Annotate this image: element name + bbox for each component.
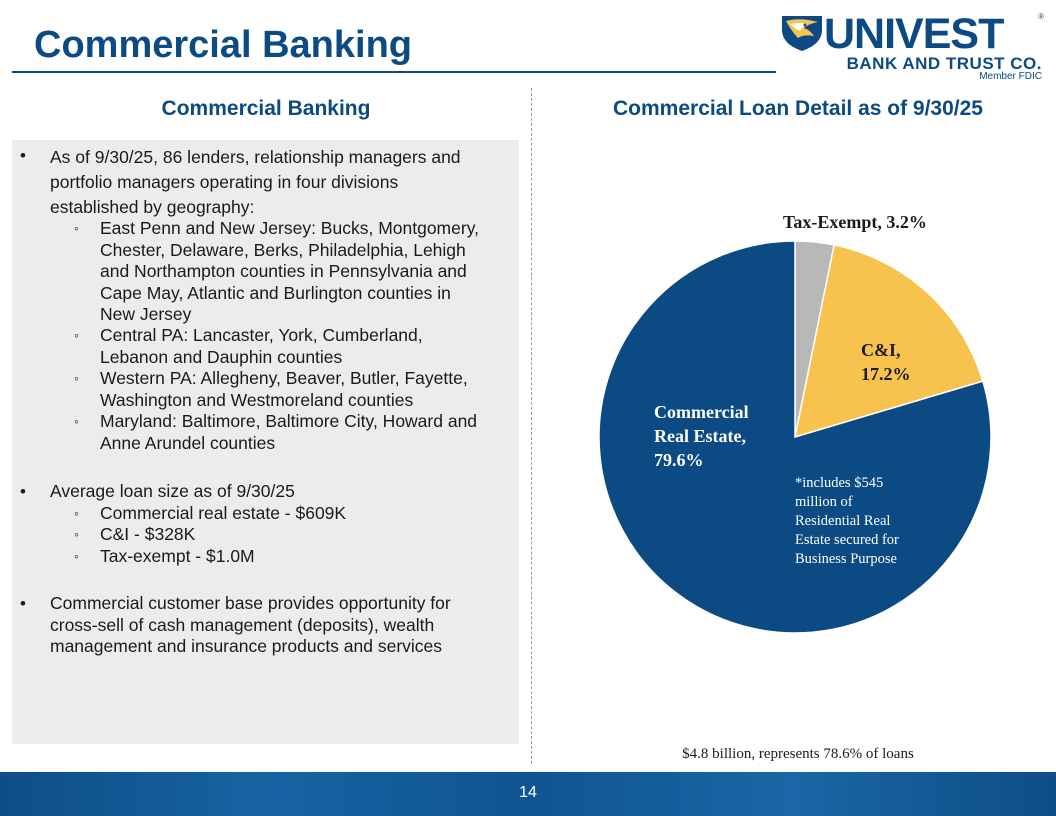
- footnote-line: Estate secured for: [795, 532, 899, 548]
- slice-label-line: 17.2%: [861, 364, 911, 384]
- sub-bullet-mark: ◦: [74, 220, 79, 236]
- sub-bullet-cre-size: Commercial real estate - $609K: [100, 503, 347, 523]
- sub-bullet-mark: ◦: [74, 327, 79, 343]
- sub-line: Anne Arundel counties: [100, 432, 276, 453]
- bullet-1-text: [50, 145, 461, 220]
- footnote-line: Residential Real: [795, 513, 891, 529]
- bullet-mark: •: [20, 594, 26, 613]
- slice-label-line: Commercial: [654, 402, 749, 422]
- sub-bullet-mark: ◦: [74, 526, 79, 542]
- sub-bullet-mark: ◦: [74, 505, 79, 521]
- bullet-1-line: As of 9/30/25, 86 lenders, relationship managers and: [50, 147, 461, 167]
- sub-line: Cape May, Atlantic and Burlington counties in: [100, 282, 451, 303]
- sub-bullet-tax-size: Tax-exempt - $1.0M: [100, 546, 255, 566]
- sub-bullet-maryland: [100, 411, 477, 454]
- title-rule: [12, 71, 776, 73]
- bullet-3-line: Commercial customer base provides opportunity for: [50, 593, 451, 613]
- sub-bullet-mark: ◦: [74, 413, 79, 429]
- bullet-2-line: Average loan size as of 9/30/25: [50, 481, 295, 501]
- bullet-1-line: portfolio managers operating in four divisions: [50, 172, 399, 192]
- page-title: Commercial Banking: [34, 24, 412, 66]
- univest-logo: [778, 10, 1046, 82]
- slice-label-line: Real Estate,: [654, 426, 746, 446]
- bullet-1-line: established by geography:: [50, 197, 255, 217]
- sub-line: East Penn and New Jersey: Bucks, Montgomery,: [100, 218, 480, 238]
- left-heading: Commercial Banking: [161, 97, 371, 120]
- page-number: 14: [519, 784, 537, 801]
- sub-line: Lebanon and Dauphin counties: [100, 346, 343, 367]
- slice-label-ci: [861, 338, 911, 386]
- bullet-3-text: [50, 593, 451, 658]
- sub-line: Chester, Delaware, Berks, Philadelphia, Lehigh: [100, 239, 466, 260]
- logo-subtitle: BANK AND TRUST CO.: [846, 54, 1042, 73]
- sub-line: and Northampton counties in Pennsylvania and: [100, 261, 467, 281]
- sub-bullet-east-penn: [100, 218, 479, 326]
- slice-label-line: Tax-Exempt, 3.2%: [783, 212, 927, 232]
- sub-line: Western PA: Allegheny, Beaver, Butler, Fayette,: [100, 368, 468, 388]
- column-divider: [531, 88, 532, 764]
- sub-bullet-mark: ◦: [74, 370, 79, 386]
- bullet-mark: •: [20, 146, 26, 165]
- eagle-icon: [780, 12, 824, 52]
- sub-line: Maryland: Baltimore, Baltimore City, Howard and: [100, 411, 478, 431]
- bullet-3-line: management and insurance products and services: [50, 636, 443, 656]
- cre-footnote: [795, 474, 935, 569]
- sub-bullet-ci-size: C&I - $328K: [100, 524, 196, 544]
- bullet-2-text: [50, 481, 295, 503]
- slice-label-line: 79.6%: [654, 450, 704, 470]
- sub-bullet-central-pa: [100, 325, 423, 368]
- bullet-mark: •: [20, 482, 26, 501]
- slice-label-line: C&I,: [861, 340, 901, 360]
- sub-line: Washington and Westmoreland counties: [100, 389, 414, 410]
- sub-bullet-mark: ◦: [74, 548, 79, 564]
- logo-wordmark: UNIVEST: [824, 10, 1004, 58]
- slice-label-tax-exempt: [783, 212, 927, 233]
- pie-chart: [590, 230, 1010, 650]
- chart-heading: Commercial Loan Detail as of 9/30/25: [613, 97, 983, 120]
- chart-caption: $4.8 billion, represents 78.6% of loans: [682, 746, 914, 762]
- bullet-3-line: cross-sell of cash management (deposits), wealth: [50, 614, 435, 635]
- registered-mark: ®: [1038, 12, 1044, 21]
- slice-label-commercial-real-estate: [654, 400, 749, 472]
- member-fdic: Member FDIC: [979, 71, 1042, 82]
- sub-line: Central PA: Lancaster, York, Cumberland,: [100, 325, 423, 345]
- footnote-line: Business Purpose: [795, 551, 897, 567]
- footnote-line: *includes $545: [795, 475, 884, 491]
- sub-line: New Jersey: [100, 304, 192, 324]
- sub-bullet-western-pa: [100, 368, 468, 411]
- footnote-line: million of: [795, 494, 853, 510]
